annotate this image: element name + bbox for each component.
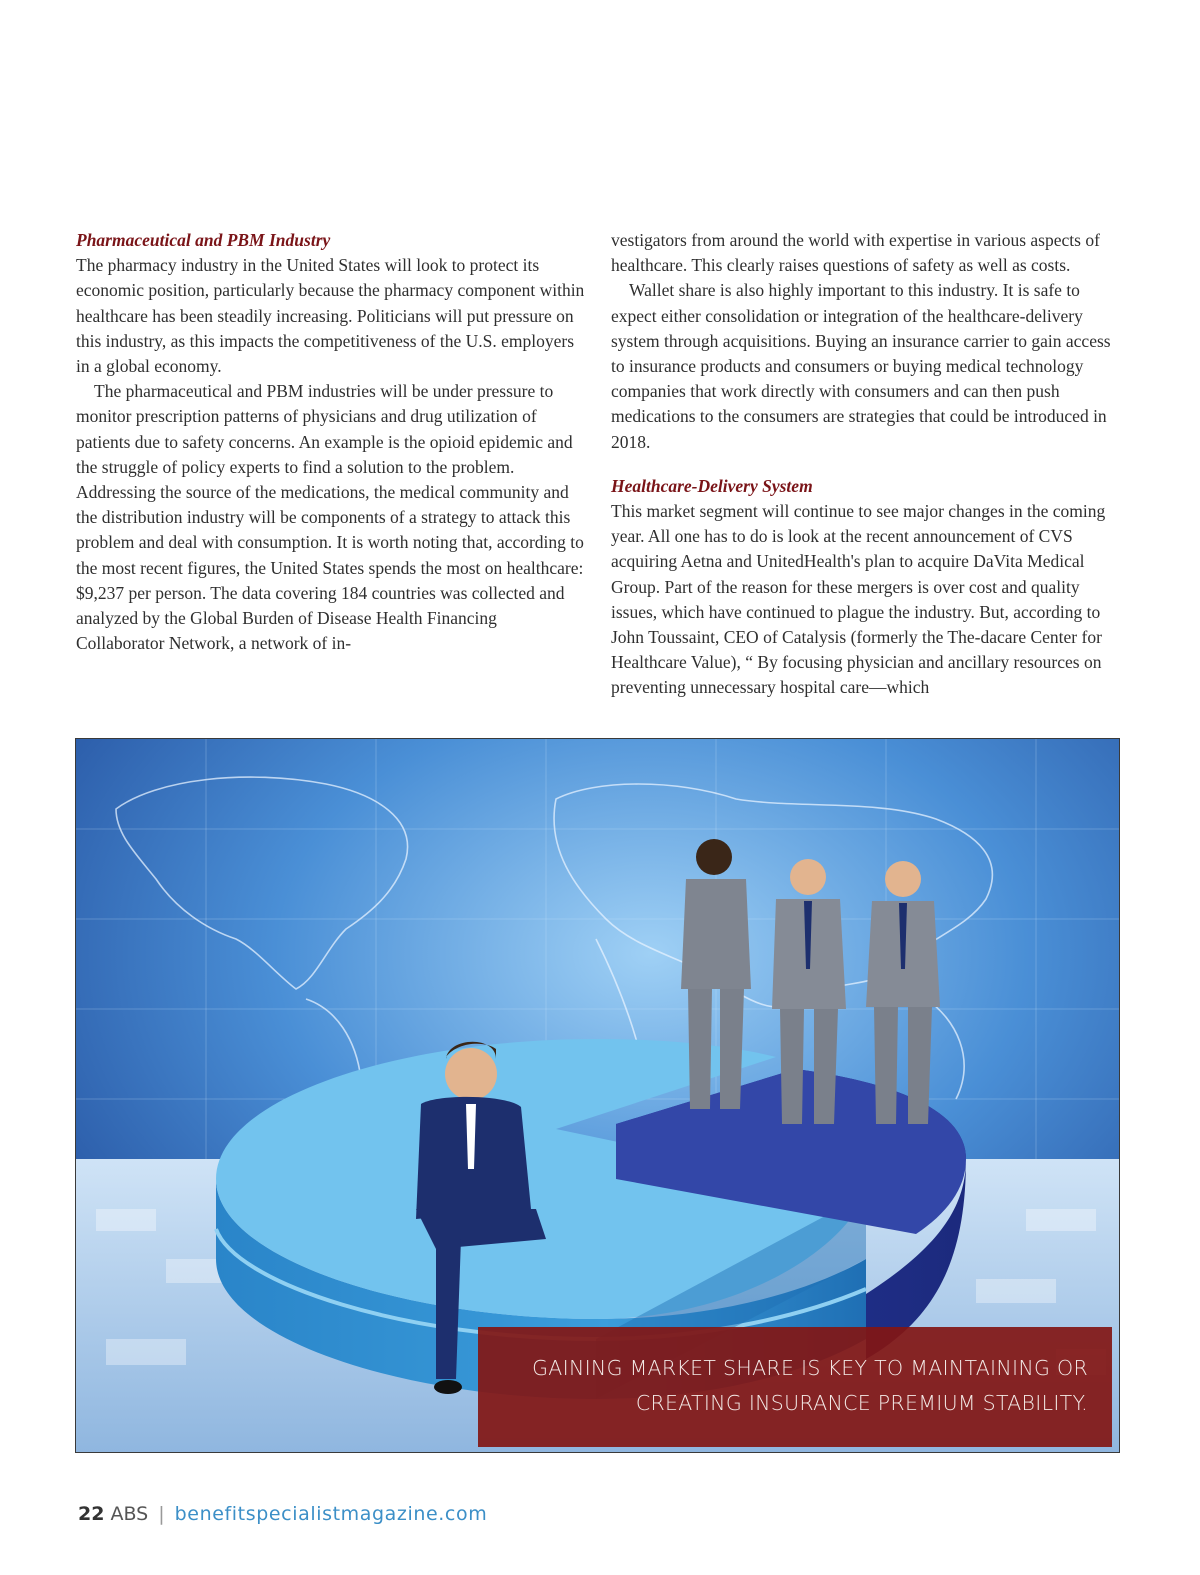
right-column bbox=[611, 228, 1123, 701]
body-paragraph: The pharmaceutical and PBM industries will be under pressure to monitor prescription patterns of physicians and drug utilization of patients due to safety concerns. An example is the opioid epidemic and the struggle of policy experts to find a solution to the problem. Addressing the source of the medications, the medical community and the distribution industry will be components of a strategy to attack this problem and deal with consumption. It is worth noting that, according to the most recent figures, the United States spends the most on healthcare: $9,237 per person. The data covering 184 countries was collected and analyzed by the Global Burden of Disease Health Financing Collaborator Network, a network of in- bbox=[76, 381, 584, 654]
page-number: 22 bbox=[78, 1503, 105, 1525]
body-paragraph: The pharmacy industry in the United States will look to protect its economic position, particularly because the pharmacy component within healthcare has been steadily increasing. Politicians will put pressure on this industry, as this impacts the competitiveness of the U.S. employers in a global economy. bbox=[76, 255, 585, 377]
body-paragraph: Wallet share is also highly important to this industry. It is safe to expect either consolidation or integration of the healthcare-delivery system through acquisitions. Buying an insurance carrier to gain access to insurance products and consumers or buying medical technology companies that work directly with consumers and can then push medications to the consumers are strategies that could be introduced in 2018. bbox=[611, 280, 1111, 452]
magazine-name: ABS bbox=[110, 1503, 149, 1525]
photo-caption bbox=[478, 1327, 1112, 1447]
caption-line: CREATING INSURANCE PREMIUM STABILITY. bbox=[635, 1391, 1088, 1415]
footer-separator: | bbox=[158, 1503, 165, 1525]
caption-line: GAINING MARKET SHARE IS KEY TO MAINTAINING OR bbox=[532, 1356, 1088, 1380]
feature-photo bbox=[75, 738, 1120, 1453]
section-heading-pharma: Pharmaceutical and PBM Industry bbox=[76, 230, 331, 250]
page-footer bbox=[78, 1503, 487, 1525]
section-gap bbox=[611, 455, 1123, 474]
website-link[interactable]: benefitspecialistmagazine.com bbox=[174, 1503, 488, 1525]
left-column bbox=[76, 228, 588, 656]
body-paragraph: vestigators from around the world with expertise in various aspects of healthcare. This clearly raises questions of safety as well as costs. bbox=[611, 230, 1100, 276]
body-paragraph: This market segment will continue to see major changes in the coming year. All one has to do is look at the recent announcement of CVS acquiring Aetna and UnitedHealth's plan to acquire DaVita Medical Group. Part of the reason for these mergers is over cost and quality issues, which have continued to plague the industry. But, according to John Toussaint, CEO of Catalysis (formerly the The-dacare Center for Healthcare Value), “ By focusing physician and ancillary resources on preventing unnecessary hospital care—which bbox=[611, 501, 1106, 698]
section-heading-healthcare-delivery: Healthcare-Delivery System bbox=[611, 475, 813, 496]
